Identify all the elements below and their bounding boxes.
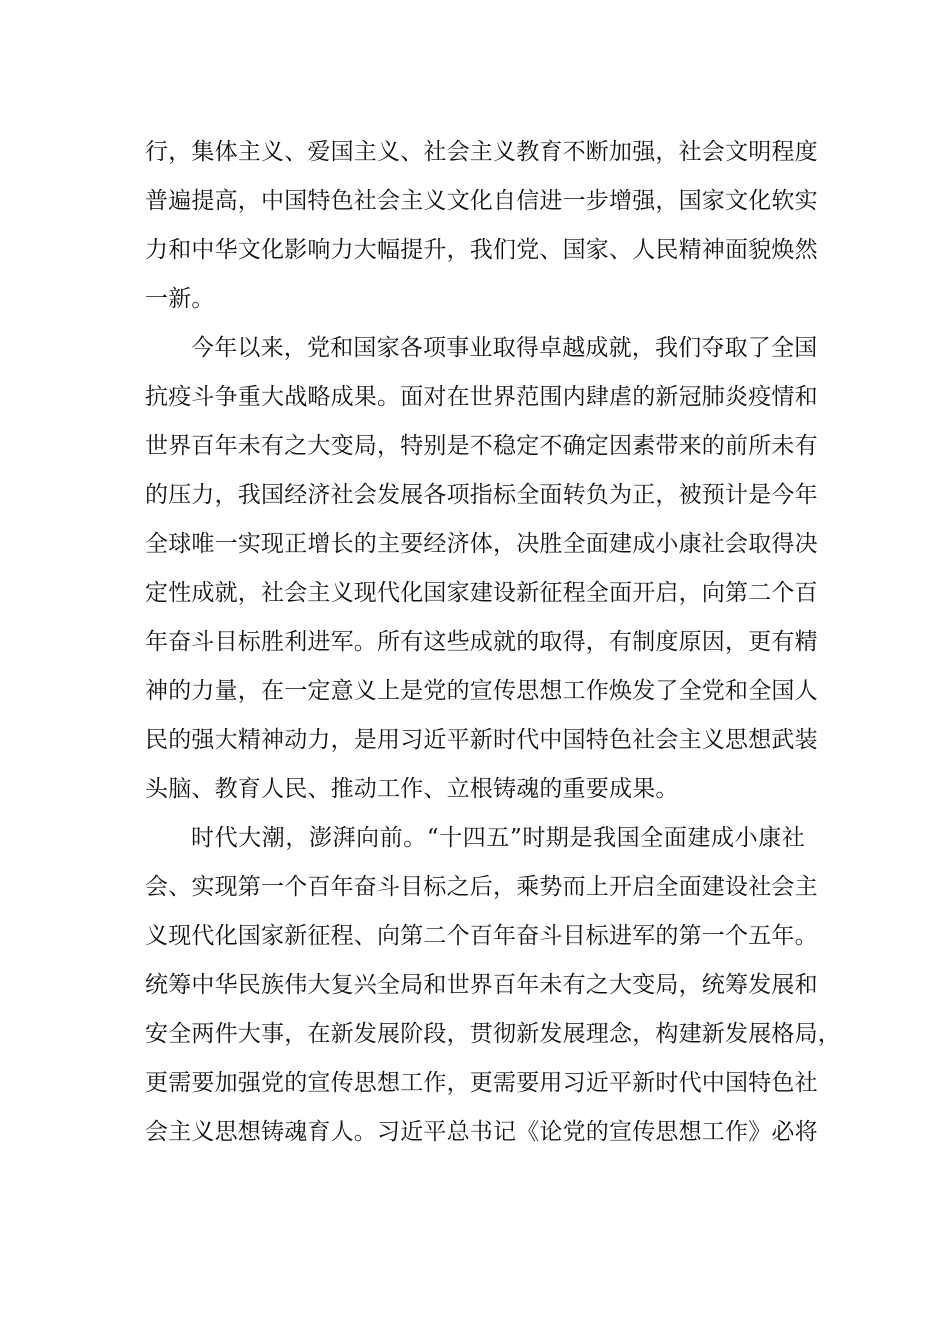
text-line: 一新。 [145, 286, 215, 312]
text-line: 的压力，我国经济社会发展各项指标全面转负为正，被预计是今年 [145, 482, 818, 508]
text-line: 会、实现第一个百年奋斗目标之后，乘势而上开启全面建设社会主 [145, 874, 818, 900]
text-line: 头脑、教育人民、推动工作、立根铸魂的重要成果。 [145, 776, 679, 802]
text-line: 统筹中华民族伟大复兴全局和世界百年未有之大变局，统筹发展和 [145, 972, 818, 998]
text-line: 民的强大精神动力，是用习近平新时代中国特色社会主义思想武装 [145, 727, 818, 753]
text-line: 抗疫斗争重大战略成果。面对在世界范围内肆虐的新冠肺炎疫情和 [145, 384, 818, 410]
text-line: 安全两件大事，在新发展阶段，贯彻新发展理念，构建新发展格局， [145, 1021, 841, 1047]
text-line: 力和中华文化影响力大幅提升，我们党、国家、人民精神面貌焕然 [145, 237, 818, 263]
text-line: 定性成就，社会主义现代化国家建设新征程全面开启，向第二个百 [145, 580, 818, 606]
text-line: 时代大潮，澎湃向前。“十四五”时期是我国全面建成小康社 [191, 825, 805, 851]
text-line: 会主义思想铸魂育人。习近平总书记《论党的宣传思想工作》必将 [145, 1119, 818, 1145]
text-line: 全球唯一实现正增长的主要经济体，决胜全面建成小康社会取得决 [145, 531, 818, 557]
text-line: 义现代化国家新征程、向第二个百年奋斗目标进军的第一个五年。 [145, 923, 818, 949]
text-line: 世界百年未有之大变局，特别是不稳定不确定因素带来的前所未有 [145, 433, 818, 459]
text-line: 年奋斗目标胜利进军。所有这些成就的取得，有制度原因，更有精 [145, 629, 818, 655]
text-line: 神的力量，在一定意义上是党的宣传思想工作焕发了全党和全国人 [145, 678, 818, 704]
text-line: 更需要加强党的宣传思想工作，更需要用习近平新时代中国特色社 [145, 1070, 818, 1096]
text-line: 行，集体主义、爱国主义、社会主义教育不断加强，社会文明程度 [145, 139, 818, 165]
text-line: 普遍提高，中国特色社会主义文化自信进一步增强，国家文化软实 [145, 188, 818, 214]
body-text [145, 128, 841, 1157]
text-line: 今年以来，党和国家各项事业取得卓越成就，我们夺取了全国 [191, 335, 818, 361]
